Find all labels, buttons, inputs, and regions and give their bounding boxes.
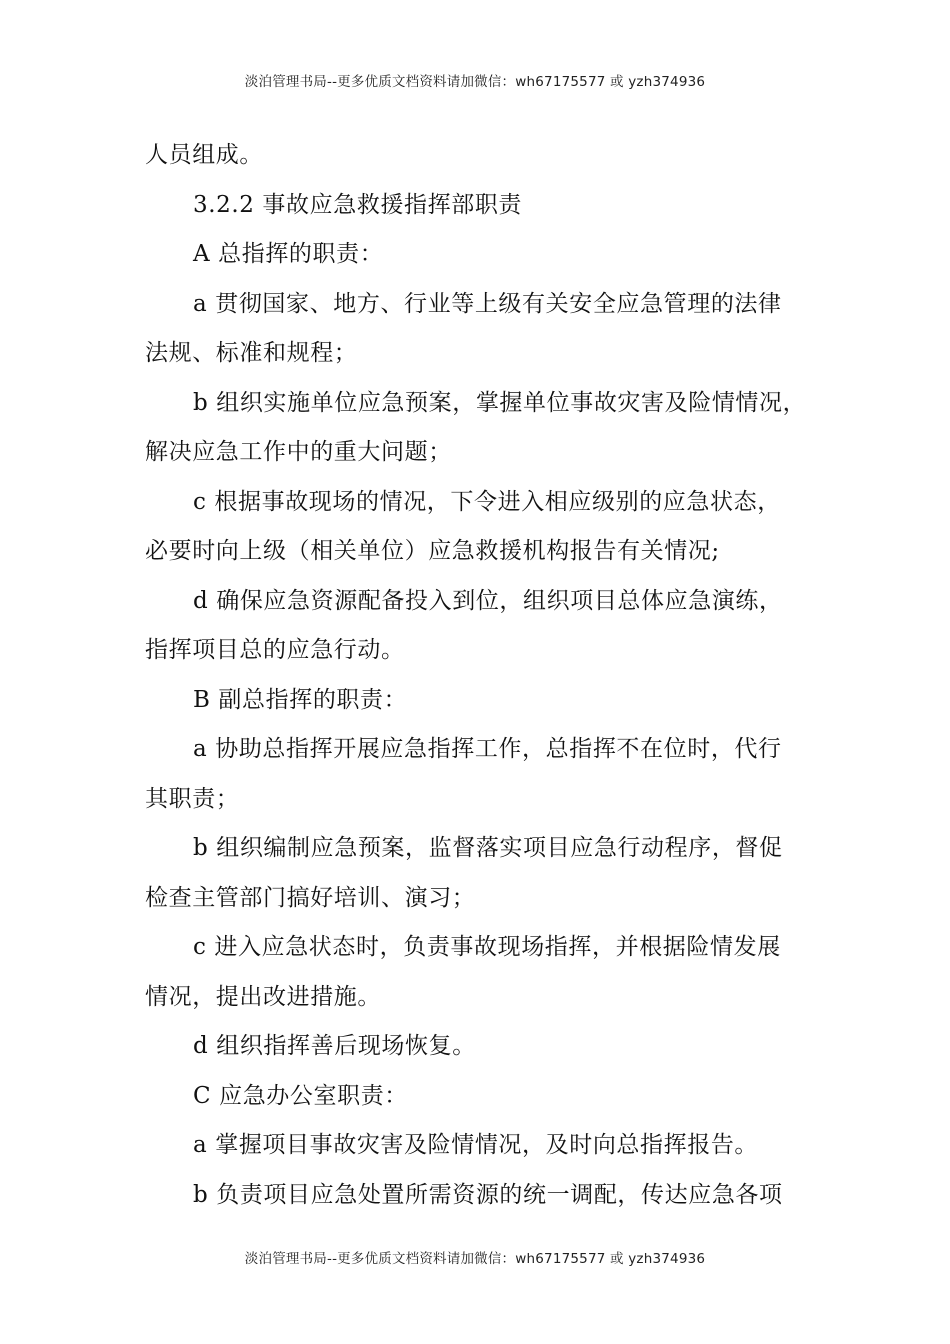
list-item: d 确保应急资源配备投入到位，组织项目总体应急演练，: [193, 587, 783, 614]
text-line: 指挥项目总的应急行动。: [145, 637, 405, 663]
list-item: b 负责项目应急处置所需资源的统一调配，传达应急各项: [193, 1181, 783, 1208]
list-item: b 组织编制应急预案，监督落实项目应急行动程序，督促: [193, 835, 783, 861]
section-heading: 3.2.2 事故应急救援指挥部职责: [193, 191, 523, 218]
text-line: 人员组成。: [145, 142, 263, 168]
text-line: 解决应急工作中的重大问题；: [145, 439, 452, 465]
subsection-heading: A 总指挥的职责：: [193, 241, 384, 267]
list-item: b 组织实施单位应急预案，掌握单位事故灾害及险情情况，: [193, 389, 807, 416]
text-line: 其职责；: [145, 785, 240, 812]
subsection-heading: C 应急办公室职责：: [193, 1082, 408, 1109]
text-line: 情况，提出改进措施。: [145, 983, 381, 1010]
list-item: d 组织指挥善后现场恢复。: [193, 1033, 476, 1059]
page-footer: 淡泊管理书局--更多优质文档资料请加微信：wh67175577 或 yzh374936: [244, 1251, 706, 1267]
list-item: c 进入应急状态时，负责事故现场指挥，并根据险情发展: [193, 934, 781, 960]
list-item: a 贯彻国家、地方、行业等上级有关安全应急管理的法律: [193, 290, 782, 317]
page-header: 淡泊管理书局--更多优质文档资料请加微信：wh67175577 或 yzh374936: [244, 74, 706, 90]
list-item: a 协助总指挥开展应急指挥工作，总指挥不在位时，代行: [193, 736, 782, 762]
subsection-heading: B 副总指挥的职责：: [193, 686, 408, 713]
text-line: 法规、标准和规程；: [145, 340, 358, 366]
list-item: c 根据事故现场的情况，下令进入相应级别的应急状态，: [193, 488, 781, 515]
text-line: 必要时向上级（相关单位）应急救援机构报告有关情况;: [145, 538, 720, 564]
list-item: a 掌握项目事故灾害及险情情况，及时向总指挥报告。: [193, 1132, 759, 1158]
document-body: [145, 131, 815, 1220]
text-line: 检查主管部门搞好培训、演习；: [145, 884, 476, 911]
